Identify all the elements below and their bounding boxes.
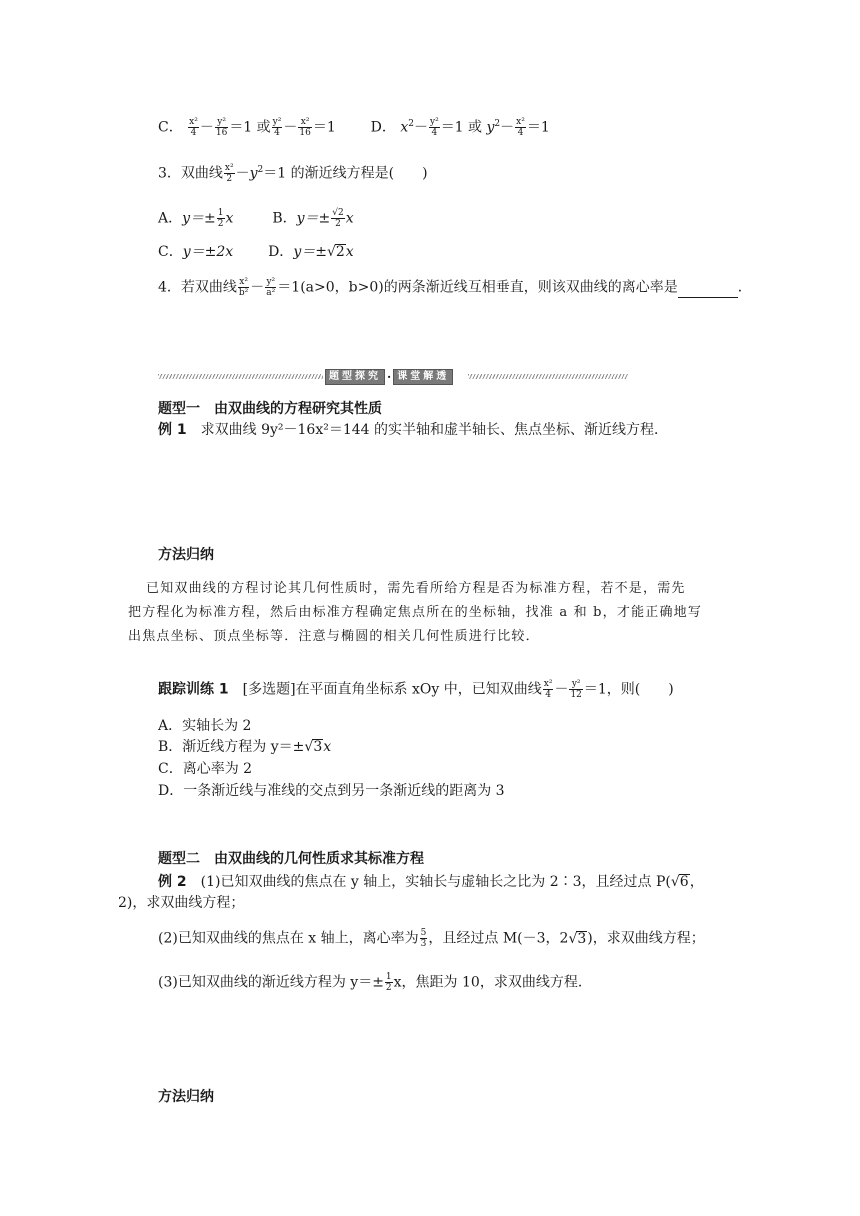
option-d-label: D．	[370, 119, 396, 136]
equation-text: ＝1 或	[440, 119, 487, 136]
example2-p3a: (3)已知双曲线的渐近线方程为 y＝±	[158, 974, 384, 991]
minus: －	[283, 119, 298, 136]
minus: －	[199, 119, 214, 136]
method1-line-3: 出焦点坐标、顶点坐标等．注意与椭圆的相关几何性质进行比较．	[128, 629, 540, 644]
example2-part2: (2)已知双曲线的焦点在 x 轴上，离心率为 $\frac{5}{3}$ ，且经过点 M(－3，2√3)，求双曲线方程；	[158, 928, 705, 949]
example2-part1: 例 2 (1)已知双曲线的焦点在 y 轴上，实轴长与虚轴长之比为 2∶3，且经过点 P(√6，	[158, 874, 704, 890]
type2-title: 题型二 由双曲线的几何性质求其标准方程	[158, 851, 424, 867]
example2-p1b: ，	[689, 874, 704, 890]
var-y: y	[486, 119, 495, 136]
section-banner	[158, 368, 628, 386]
option-a-label: A．	[158, 210, 183, 227]
fraction: $\frac{\text{y²}}{4}$	[429, 117, 439, 138]
example1	[158, 420, 668, 440]
fraction: $\frac{\text{x²}}{\text{b²}}$	[238, 277, 249, 298]
track1-text-pre: 在平面直角坐标系 xOy 中，已知双曲线	[295, 681, 542, 698]
fraction: $\frac{1}{2}$	[385, 972, 392, 993]
fraction: $\frac{\text{y²}}{\text{a²}}$	[266, 277, 276, 298]
banner-label	[325, 369, 453, 385]
fraction: $\frac{\text{x²}}{4}$	[189, 117, 198, 138]
q3-options-ab: A．y＝± $\frac{1}{2}$ x B．y＝± $\frac{√2}{2}$ x	[158, 208, 354, 229]
track1-option-c: C．离心率为 2	[158, 761, 253, 777]
method1-title: 方法归纳	[158, 547, 214, 563]
track1-option-d: D．一条渐近线与准线的交点到另一条渐近线的距离为 3	[158, 783, 505, 799]
fraction: $\frac{\text{y²}}{12}$	[570, 679, 582, 700]
option-d-label: D．	[268, 244, 294, 260]
fraction: $\frac{5}{3}$	[420, 928, 427, 949]
track1-stem	[158, 679, 674, 700]
option-c-expr: y＝±2x	[182, 244, 234, 260]
minus: －	[250, 279, 265, 296]
option-c-label: C．	[158, 119, 183, 136]
example2-p2c: )，求双曲线方程；	[587, 930, 705, 947]
fraction: $\frac{\text{y²}}{4}$	[272, 117, 282, 138]
var-y: y	[249, 165, 258, 182]
banner-hatch-left	[158, 374, 323, 379]
option-b-expr: y＝±	[296, 210, 331, 227]
banner-box-1: 题型探究	[325, 369, 385, 385]
q4-pre: 4．若双曲线	[158, 279, 237, 296]
q3-options-cd: C．y＝±2x D．y＝±√2x	[158, 244, 354, 260]
type1-title: 题型一 由双曲线的方程研究其性质	[158, 401, 382, 417]
fraction: $\frac{\text{x²}}{4}$	[543, 679, 553, 700]
q3-stem-post: ＝1 的渐近线方程是( )	[263, 165, 428, 182]
fraction: $\frac{\text{y²}}{16}$	[215, 117, 228, 138]
banner-dot: ·	[387, 370, 392, 384]
fraction: $\frac{\text{x²}}{16}$	[299, 117, 311, 138]
track1-option-b: B．渐近线方程为 y＝±√3x	[158, 739, 332, 755]
fraction: $\frac{√2}{2}$	[332, 208, 344, 229]
track1-text-post: ＝1，则( )	[583, 681, 674, 698]
track1-option-b-text: B．渐近线方程为 y＝±	[158, 739, 305, 755]
equation-text: ＝1	[526, 119, 550, 136]
var-x: x	[400, 119, 409, 136]
q4-end: ．	[737, 279, 752, 296]
fraction: $\frac{\text{x²}}{4}$	[516, 117, 525, 138]
fraction: $\frac{\text{x²}}{2}$	[224, 163, 234, 184]
method1-line-1: 已知双曲线的方程讨论其几何性质时，需先看所给方程是否为标准方程，若不是，需先	[146, 581, 686, 596]
option-c-label: C．	[158, 244, 183, 260]
q2-option-c-d: C． $\frac{\text{x²}}{4}$ － $\frac{\text{y²}}{16}$ ＝1 或 $\frac{\text{y²}}{4}$ － $\frac{\text{x²}}{16}$ ＝1 D． $x^2-$ $\frac{\text{y²}}{4}$ ＝1 或 $y^2-$ $\frac{\text{x²}}{4}$ ＝1	[158, 117, 550, 138]
q4-question	[158, 277, 752, 298]
track1-option-a: A．实轴长为 2	[158, 718, 252, 734]
example2-part3	[158, 972, 592, 993]
track1-label: 跟踪训练 1	[158, 681, 243, 698]
equation-text: ＝1	[312, 119, 336, 136]
minus: －	[413, 119, 428, 136]
q3-stem: 3．双曲线 $\frac{\text{x²}}{2}$ $-y^2=1$ 的渐近线方程是( )	[158, 163, 428, 184]
q4-mid: ＝1(a>0，b>0)的两条渐近线互相垂直，则该双曲线的离心率是	[277, 279, 678, 296]
banner-box-2: 课堂解透	[393, 369, 453, 385]
minus: －	[554, 681, 569, 698]
fraction: $\frac{1}{2}$	[217, 208, 224, 229]
example2-label: 例 2	[158, 874, 201, 890]
answer-blank[interactable]	[678, 283, 738, 298]
option-a-expr: y＝±	[182, 210, 216, 227]
banner-hatch-right	[468, 374, 628, 379]
option-b-label: B．	[272, 210, 297, 227]
method1-paragraph	[128, 577, 738, 649]
example1-label: 例 1	[158, 422, 201, 438]
minus: －	[235, 165, 250, 182]
example2-p3b: x，焦距为 10，求双曲线方程．	[393, 974, 592, 991]
example2-p2b: ，且经过点 M(－3，2	[428, 930, 569, 947]
example2-p2a: (2)已知双曲线的焦点在 x 轴上，离心率为	[158, 930, 419, 947]
example2-part1-cont: 2)，求双曲线方程；	[118, 895, 245, 911]
minus: －	[500, 119, 515, 136]
track1-tag: [多选题]	[242, 681, 296, 698]
example2-p1a: (1)已知双曲线的焦点在 y 轴上，实轴长与虚轴长之比为 2∶3，且经过点 P(	[200, 874, 671, 890]
method1-line-2: 把方程化为标准方程，然后由标准方程确定焦点所在的坐标轴，找准 a 和 b，才能正确地写	[128, 605, 703, 620]
option-d-expr: y＝±	[293, 244, 327, 260]
method2-title: 方法归纳	[158, 1089, 214, 1105]
example1-text: 求双曲线 9y²－16x²＝144 的实半轴和虚半轴长、焦点坐标、渐近线方程．	[200, 422, 668, 438]
q3-stem-pre: 3．双曲线	[158, 165, 223, 182]
equation-text: ＝1 或	[229, 119, 271, 136]
